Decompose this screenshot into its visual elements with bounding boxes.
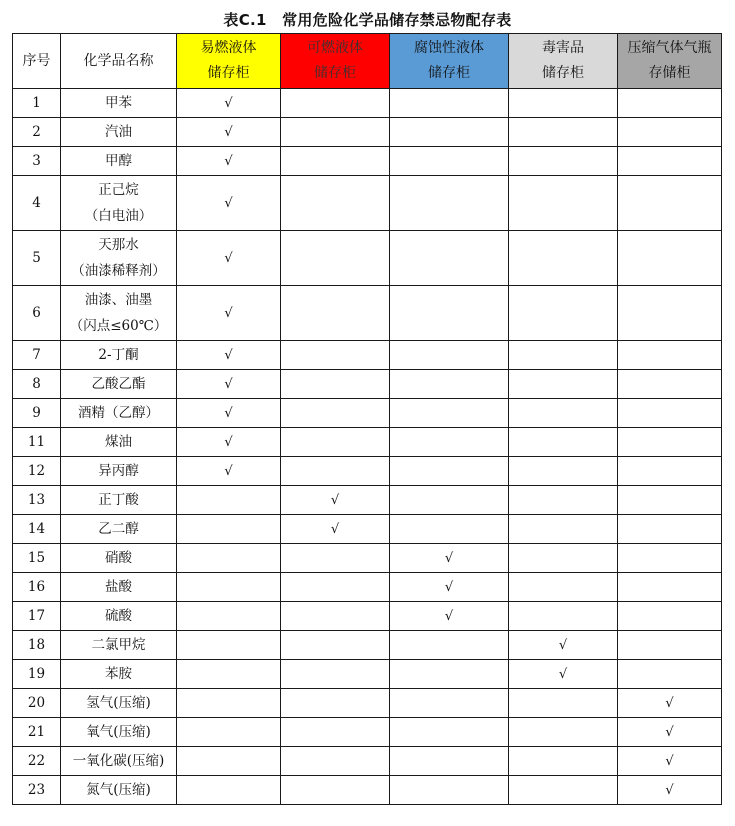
row-cabinet-cell-3 xyxy=(509,573,618,602)
table-row xyxy=(13,231,722,286)
row-cabinet-cell-1 xyxy=(281,457,390,486)
row-chemical-name xyxy=(61,631,177,660)
check-mark-icon: √ xyxy=(224,124,233,140)
row-chemical-name xyxy=(61,602,177,631)
chemical-name-line: （油漆稀释剂） xyxy=(71,263,166,279)
row-cabinet-cell-2 xyxy=(390,515,509,544)
row-cabinet-cell-1 xyxy=(281,341,390,370)
check-mark-icon: √ xyxy=(665,695,674,711)
row-chemical-name xyxy=(61,689,177,718)
cabinet-label-line1: 易燃液体 xyxy=(200,40,257,56)
row-cabinet-cell-0 xyxy=(177,286,281,341)
check-mark-icon: √ xyxy=(558,666,568,682)
row-chemical-name xyxy=(61,286,177,341)
row-cabinet-cell-1 xyxy=(281,573,390,602)
row-cabinet-cell-0 xyxy=(177,515,281,544)
row-chemical-name xyxy=(61,747,177,776)
row-cabinet-cell-3 xyxy=(509,89,618,118)
row-cabinet-cell-1 xyxy=(281,776,390,805)
header-cabinet-4 xyxy=(618,34,722,89)
chemical-name-line: 油漆、油墨 xyxy=(84,292,153,308)
row-cabinet-cell-2 xyxy=(390,602,509,631)
row-cabinet-cell-3 xyxy=(509,428,618,457)
row-cabinet-cell-0 xyxy=(177,341,281,370)
chemical-name-line: 2-丁酮 xyxy=(98,347,139,363)
cabinet-label-line2: 储存柜 xyxy=(207,65,250,81)
row-cabinet-cell-0 xyxy=(177,573,281,602)
header-row xyxy=(13,34,722,89)
table-row xyxy=(13,515,722,544)
row-cabinet-cell-0 xyxy=(177,776,281,805)
row-cabinet-cell-4 xyxy=(618,341,722,370)
row-cabinet-cell-1 xyxy=(281,286,390,341)
row-cabinet-cell-0 xyxy=(177,231,281,286)
table-row xyxy=(13,118,722,147)
row-cabinet-cell-1 xyxy=(281,176,390,231)
row-cabinet-cell-2 xyxy=(390,399,509,428)
row-chemical-name xyxy=(61,147,177,176)
row-seq: 19 xyxy=(13,660,61,689)
chemical-name-line: 氢气(压缩) xyxy=(86,695,151,711)
row-cabinet-cell-0 xyxy=(177,118,281,147)
row-seq: 2 xyxy=(13,118,61,147)
row-chemical-name xyxy=(61,118,177,147)
chemical-name-line: 正己烷 xyxy=(98,182,139,198)
row-seq: 21 xyxy=(13,718,61,747)
row-seq: 4 xyxy=(13,176,61,231)
row-cabinet-cell-1 xyxy=(281,515,390,544)
row-cabinet-cell-3 xyxy=(509,370,618,399)
check-mark-icon: √ xyxy=(224,376,233,392)
row-cabinet-cell-4 xyxy=(618,286,722,341)
row-cabinet-cell-2 xyxy=(390,370,509,399)
row-seq: 17 xyxy=(13,602,61,631)
row-chemical-name xyxy=(61,544,177,573)
row-cabinet-cell-4 xyxy=(618,573,722,602)
row-cabinet-cell-2 xyxy=(390,573,509,602)
chemical-name-line: 汽油 xyxy=(105,124,132,140)
check-mark-icon: √ xyxy=(665,753,674,769)
row-cabinet-cell-0 xyxy=(177,457,281,486)
row-cabinet-cell-3 xyxy=(509,747,618,776)
row-cabinet-cell-0 xyxy=(177,176,281,231)
row-cabinet-cell-3 xyxy=(509,776,618,805)
row-chemical-name xyxy=(61,573,177,602)
chemical-name-line: 甲醇 xyxy=(105,153,132,169)
row-cabinet-cell-0 xyxy=(177,147,281,176)
cabinet-label-line2: 存储柜 xyxy=(648,65,691,81)
row-cabinet-cell-2 xyxy=(390,231,509,286)
table-row xyxy=(13,457,722,486)
table-row xyxy=(13,286,722,341)
row-cabinet-cell-4 xyxy=(618,602,722,631)
chemical-name-line: 异丙醇 xyxy=(98,463,139,479)
row-cabinet-cell-2 xyxy=(390,89,509,118)
chemical-name-line: 氮气(压缩) xyxy=(86,782,151,798)
row-cabinet-cell-0 xyxy=(177,399,281,428)
row-seq: 18 xyxy=(13,631,61,660)
row-cabinet-cell-2 xyxy=(390,147,509,176)
row-cabinet-cell-4 xyxy=(618,89,722,118)
row-cabinet-cell-3 xyxy=(509,176,618,231)
row-seq: 16 xyxy=(13,573,61,602)
row-cabinet-cell-3 xyxy=(509,341,618,370)
row-cabinet-cell-3 xyxy=(509,689,618,718)
row-cabinet-cell-1 xyxy=(281,231,390,286)
header-cabinet-0 xyxy=(177,34,281,89)
row-cabinet-cell-3 xyxy=(509,486,618,515)
row-cabinet-cell-4 xyxy=(618,631,722,660)
check-mark-icon: √ xyxy=(224,434,233,450)
cabinet-label-line1: 可燃液体 xyxy=(307,40,363,56)
row-chemical-name xyxy=(61,176,177,231)
row-seq: 6 xyxy=(13,286,61,341)
row-cabinet-cell-2 xyxy=(390,660,509,689)
row-seq: 14 xyxy=(13,515,61,544)
row-cabinet-cell-2 xyxy=(390,689,509,718)
row-cabinet-cell-2 xyxy=(390,176,509,231)
row-seq: 11 xyxy=(13,428,61,457)
row-seq: 15 xyxy=(13,544,61,573)
table-row xyxy=(13,370,722,399)
row-seq: 12 xyxy=(13,457,61,486)
row-cabinet-cell-0 xyxy=(177,370,281,399)
row-chemical-name xyxy=(61,399,177,428)
chemical-name-line: 二氯甲烷 xyxy=(91,637,146,653)
row-cabinet-cell-0 xyxy=(177,631,281,660)
row-cabinet-cell-2 xyxy=(390,747,509,776)
row-chemical-name xyxy=(61,515,177,544)
check-mark-icon: √ xyxy=(224,305,233,321)
row-cabinet-cell-4 xyxy=(618,457,722,486)
chemical-name-line: 苯胺 xyxy=(105,666,132,682)
header-seq: 序号 xyxy=(13,34,61,89)
row-cabinet-cell-2 xyxy=(390,631,509,660)
check-mark-icon: √ xyxy=(224,250,233,266)
row-chemical-name xyxy=(61,341,177,370)
row-cabinet-cell-0 xyxy=(177,689,281,718)
row-seq: 1 xyxy=(13,89,61,118)
row-cabinet-cell-0 xyxy=(177,428,281,457)
row-cabinet-cell-1 xyxy=(281,689,390,718)
row-cabinet-cell-4 xyxy=(618,399,722,428)
table-row xyxy=(13,147,722,176)
row-seq: 22 xyxy=(13,747,61,776)
row-cabinet-cell-0 xyxy=(177,486,281,515)
table-row xyxy=(13,399,722,428)
chemical-name-line: 甲苯 xyxy=(105,95,132,111)
row-cabinet-cell-3 xyxy=(509,399,618,428)
row-cabinet-cell-1 xyxy=(281,718,390,747)
row-cabinet-cell-4 xyxy=(618,486,722,515)
check-mark-icon: √ xyxy=(330,492,340,508)
table-row xyxy=(13,544,722,573)
row-cabinet-cell-2 xyxy=(390,776,509,805)
chemical-name-line: 天那水 xyxy=(98,237,139,253)
row-cabinet-cell-0 xyxy=(177,602,281,631)
chemical-name-line: 乙酸乙酯 xyxy=(91,376,146,392)
row-seq: 3 xyxy=(13,147,61,176)
row-cabinet-cell-4 xyxy=(618,747,722,776)
table-row xyxy=(13,176,722,231)
row-cabinet-cell-2 xyxy=(390,118,509,147)
chemical-name-line: 酒精（乙醇） xyxy=(78,405,159,421)
row-chemical-name xyxy=(61,370,177,399)
row-chemical-name xyxy=(61,457,177,486)
header-cabinet-1 xyxy=(281,34,390,89)
table-row xyxy=(13,660,722,689)
cabinet-label-line2: 储存柜 xyxy=(314,65,356,81)
row-cabinet-cell-2 xyxy=(390,428,509,457)
row-cabinet-cell-4 xyxy=(618,544,722,573)
row-cabinet-cell-3 xyxy=(509,515,618,544)
row-cabinet-cell-1 xyxy=(281,428,390,457)
chemical-name-line: （闪点≤60℃） xyxy=(69,318,168,334)
row-cabinet-cell-3 xyxy=(509,231,618,286)
table-row xyxy=(13,776,722,805)
chemical-storage-table xyxy=(12,33,722,805)
row-cabinet-cell-1 xyxy=(281,399,390,428)
row-chemical-name xyxy=(61,660,177,689)
chemical-name-line: （白电油） xyxy=(84,208,153,224)
row-seq: 23 xyxy=(13,776,61,805)
row-cabinet-cell-2 xyxy=(390,286,509,341)
row-cabinet-cell-1 xyxy=(281,370,390,399)
row-chemical-name xyxy=(61,776,177,805)
cabinet-label-line1: 压缩气体气瓶 xyxy=(627,40,712,56)
row-cabinet-cell-4 xyxy=(618,689,722,718)
cabinet-label-line2: 储存柜 xyxy=(428,65,470,81)
table-row xyxy=(13,747,722,776)
row-chemical-name xyxy=(61,89,177,118)
check-mark-icon: √ xyxy=(224,153,233,169)
table-row xyxy=(13,689,722,718)
row-cabinet-cell-4 xyxy=(618,718,722,747)
cabinet-label-line1: 毒害品 xyxy=(542,40,584,56)
row-cabinet-cell-3 xyxy=(509,118,618,147)
row-cabinet-cell-0 xyxy=(177,89,281,118)
row-cabinet-cell-0 xyxy=(177,660,281,689)
row-cabinet-cell-0 xyxy=(177,544,281,573)
table-row xyxy=(13,602,722,631)
row-cabinet-cell-4 xyxy=(618,370,722,399)
row-cabinet-cell-4 xyxy=(618,660,722,689)
cabinet-label-line1: 腐蚀性液体 xyxy=(414,40,484,56)
table-row xyxy=(13,631,722,660)
header-cabinet-2 xyxy=(390,34,509,89)
row-cabinet-cell-4 xyxy=(618,231,722,286)
row-seq: 13 xyxy=(13,486,61,515)
row-seq: 9 xyxy=(13,399,61,428)
row-cabinet-cell-2 xyxy=(390,718,509,747)
row-chemical-name xyxy=(61,231,177,286)
chemical-name-line: 硫酸 xyxy=(105,608,132,624)
row-seq: 20 xyxy=(13,689,61,718)
table-row xyxy=(13,341,722,370)
table-title: 表C.1 常用危险化学品储存禁忌物配存表 xyxy=(223,11,512,29)
row-cabinet-cell-3 xyxy=(509,631,618,660)
row-cabinet-cell-4 xyxy=(618,118,722,147)
row-cabinet-cell-1 xyxy=(281,118,390,147)
row-seq: 5 xyxy=(13,231,61,286)
row-cabinet-cell-1 xyxy=(281,486,390,515)
row-cabinet-cell-3 xyxy=(509,457,618,486)
row-cabinet-cell-4 xyxy=(618,147,722,176)
row-cabinet-cell-1 xyxy=(281,660,390,689)
chemical-name-line: 乙二醇 xyxy=(98,521,139,537)
row-cabinet-cell-3 xyxy=(509,544,618,573)
check-mark-icon: √ xyxy=(224,347,233,363)
row-cabinet-cell-1 xyxy=(281,747,390,776)
chemical-name-line: 氧气(压缩) xyxy=(86,724,151,740)
row-seq: 8 xyxy=(13,370,61,399)
chemical-name-line: 硝酸 xyxy=(105,550,132,566)
row-cabinet-cell-1 xyxy=(281,602,390,631)
row-cabinet-cell-3 xyxy=(509,286,618,341)
check-mark-icon: √ xyxy=(665,782,674,798)
table-row xyxy=(13,89,722,118)
row-cabinet-cell-1 xyxy=(281,89,390,118)
row-cabinet-cell-3 xyxy=(509,718,618,747)
row-cabinet-cell-2 xyxy=(390,341,509,370)
table-row xyxy=(13,573,722,602)
check-mark-icon: √ xyxy=(558,637,568,653)
header-cabinet-3 xyxy=(509,34,618,89)
row-cabinet-cell-1 xyxy=(281,631,390,660)
check-mark-icon: √ xyxy=(330,521,340,537)
row-cabinet-cell-0 xyxy=(177,718,281,747)
check-mark-icon: √ xyxy=(224,195,233,211)
row-cabinet-cell-2 xyxy=(390,457,509,486)
row-seq: 7 xyxy=(13,341,61,370)
chemical-name-line: 煤油 xyxy=(105,434,132,450)
chemical-name-line: 一氧化碳(压缩) xyxy=(72,753,165,769)
row-cabinet-cell-4 xyxy=(618,776,722,805)
cabinet-label-line2: 储存柜 xyxy=(542,65,584,81)
check-mark-icon: √ xyxy=(444,579,454,595)
row-cabinet-cell-2 xyxy=(390,544,509,573)
chemical-name-line: 正丁酸 xyxy=(98,492,139,508)
table-row xyxy=(13,428,722,457)
row-cabinet-cell-1 xyxy=(281,544,390,573)
check-mark-icon: √ xyxy=(665,724,674,740)
row-cabinet-cell-3 xyxy=(509,147,618,176)
row-cabinet-cell-1 xyxy=(281,147,390,176)
table-row xyxy=(13,718,722,747)
table-row xyxy=(13,486,722,515)
row-chemical-name xyxy=(61,428,177,457)
row-cabinet-cell-4 xyxy=(618,428,722,457)
row-cabinet-cell-2 xyxy=(390,486,509,515)
check-mark-icon: √ xyxy=(444,550,454,566)
row-cabinet-cell-4 xyxy=(618,176,722,231)
check-mark-icon: √ xyxy=(444,608,454,624)
check-mark-icon: √ xyxy=(224,405,233,421)
row-cabinet-cell-4 xyxy=(618,515,722,544)
row-chemical-name xyxy=(61,486,177,515)
check-mark-icon: √ xyxy=(224,463,233,479)
header-chemical-name: 化学品名称 xyxy=(61,34,177,89)
table-body xyxy=(13,89,722,805)
row-cabinet-cell-3 xyxy=(509,602,618,631)
row-cabinet-cell-3 xyxy=(509,660,618,689)
row-chemical-name xyxy=(61,718,177,747)
row-cabinet-cell-0 xyxy=(177,747,281,776)
chemical-name-line: 盐酸 xyxy=(105,579,132,595)
check-mark-icon: √ xyxy=(224,95,233,111)
